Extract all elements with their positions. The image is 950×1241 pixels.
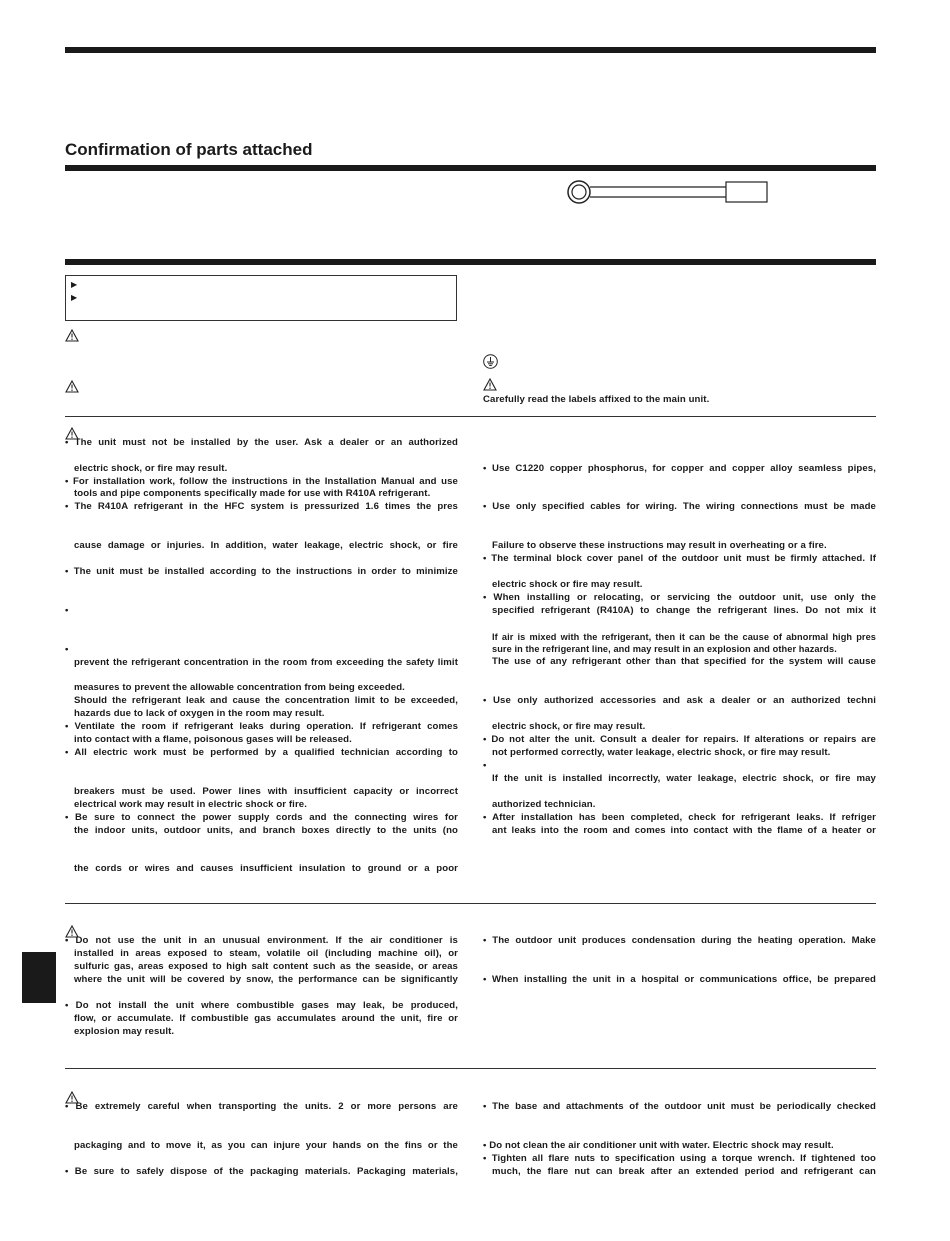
text-line: tools and pipe components specifically made for use with R410A refrigerant. <box>74 488 431 499</box>
warning-triangle-icon <box>65 329 79 342</box>
text-line: electric shock, or fire may result. <box>74 463 228 474</box>
text-line: flow, or accumulate. If combustible gas accumulates around the unit, fire or <box>74 1013 458 1024</box>
text-line: The use of any refrigerant other than that specified for the system will cause <box>492 656 876 667</box>
text-line: • Be extremely careful when transporting the units. 2 or more persons are <box>65 1101 458 1112</box>
text-line: • When installing the unit in a hospital or communications office, be prepared <box>483 974 876 985</box>
text-line: Failure to observe these instructions may result in overheating or a fire. <box>492 540 827 551</box>
text-line: specified refrigerant (R410A) to change the refrigerant lines. Do not mix it <box>492 605 876 616</box>
page-title: Confirmation of parts attached <box>65 140 313 159</box>
text-line: • The terminal block cover panel of the outdoor unit must be firmly attached. If <box>483 553 876 564</box>
triangle-pointer-icon: ▶ <box>71 280 78 289</box>
text-line: ant leaks into the room and comes into contact with the flame of a heater or <box>492 825 876 836</box>
text-line: • Do not alter the unit. Consult a dealer for repairs. If alterations or repairs are <box>483 734 876 745</box>
text-line: hazards due to lack of oxygen in the room may result. <box>74 708 325 719</box>
text-line: where the unit will be covered by snow, the performance can be significantly <box>74 974 458 985</box>
text-line: sulfuric gas, areas exposed to high salt content such as the seaside, or areas <box>74 961 458 972</box>
text-line: • Do not install the unit where combustible gases may leak, be produced, <box>65 1000 458 1011</box>
language-tab <box>22 952 56 1003</box>
text-line: into contact with a flame, poisonous gases will be released. <box>74 734 352 745</box>
text-line: authorized technician. <box>492 799 596 810</box>
text-line: • <box>65 644 69 655</box>
text-line: • Do not use the unit in an unusual environment. If the air conditioner is <box>65 935 458 946</box>
text-line: • When installing or relocating, or servicing the outdoor unit, use only the <box>483 592 876 603</box>
text-line: • The R410A refrigerant in the HFC system is pressurized 1.6 times the pres <box>65 501 458 512</box>
text-line: much, the flare nut can break after an extended period and refrigerant can <box>492 1166 876 1177</box>
text-line: electrical work may result in electric shock or fire. <box>74 799 307 810</box>
text-line: measures to prevent the allowable concentration from being exceeded. <box>74 682 405 693</box>
text-line: installed in areas exposed to steam, volatile oil (including machine oil), or <box>74 948 458 959</box>
text-line: • The unit must be installed according to the instructions in order to minimize <box>65 566 458 577</box>
warning-triangle-icon <box>483 378 497 391</box>
text-line: • <box>65 605 69 616</box>
ground-symbol-icon <box>483 354 498 369</box>
text-line: • Ventilate the room if refrigerant leaks during operation. If refrigerant comes <box>65 721 458 732</box>
text-line: packaging and to move it, as you can injure your hands on the fins or the <box>74 1140 458 1151</box>
text-line: the cords or wires and causes insufficient insulation to ground or a poor <box>74 863 458 874</box>
text-line: • Tighten all flare nuts to specification using a torque wrench. If tightened too <box>483 1153 876 1164</box>
notice-box <box>65 275 457 321</box>
section-divider <box>65 416 876 417</box>
section-divider <box>65 1068 876 1069</box>
heading-rule <box>65 165 876 171</box>
text-line: • Use only authorized accessories and ask a dealer or an authorized techni <box>483 695 876 706</box>
drain-socket-icon <box>566 179 770 205</box>
text-line: • The base and attachments of the outdoor unit must be periodically checked <box>483 1101 876 1112</box>
section-divider <box>65 903 876 904</box>
text-line: • The unit must not be installed by the user. Ask a dealer or an authorized <box>65 437 458 448</box>
text-line: explosion may result. <box>74 1026 175 1037</box>
text-line: breakers must be used. Power lines with insufficient capacity or incorrect <box>74 786 458 797</box>
text-line: If the unit is installed incorrectly, water leakage, electric shock, or fire may <box>492 773 876 784</box>
text-line: • Do not clean the air conditioner unit with water. Electric shock may result. <box>483 1140 834 1151</box>
text-line: • Use only specified cables for wiring. The wiring connections must be made <box>483 501 876 512</box>
triangle-pointer-icon: ▶ <box>71 293 78 302</box>
text-line: not performed correctly, water leakage, electric shock, or fire may result. <box>492 747 831 758</box>
labels-notice: Carefully read the labels affixed to the main unit. <box>483 394 710 405</box>
text-line: cause damage or injuries. In addition, water leakage, electric shock, or fire <box>74 540 458 551</box>
text-line: Should the refrigerant leak and cause the concentration limit to be exceeded, <box>74 695 458 706</box>
warning-triangle-icon <box>65 380 79 393</box>
top-rule <box>65 47 876 53</box>
text-line: electric shock, or fire may result. <box>492 721 646 732</box>
text-line: • All electric work must be performed by a qualified technician according to <box>65 747 458 758</box>
text-line: the indoor units, outdoor units, and branch boxes directly to the units (no <box>74 825 458 836</box>
text-line: • Be sure to safely dispose of the packaging materials. Packaging materials, <box>65 1166 458 1177</box>
text-line: • Use C1220 copper phosphorus, for copper and copper alloy seamless pipes, <box>483 463 876 474</box>
text-line: electric shock or fire may result. <box>492 579 643 590</box>
text-line: • Be sure to connect the power supply cords and the connecting wires for <box>65 812 458 823</box>
text-line: If air is mixed with the refrigerant, then it can be the cause of abnormal high pres <box>492 632 876 642</box>
text-line: • After installation has been completed, check for refrigerant leaks. If refriger <box>483 812 876 823</box>
text-line: • <box>483 760 487 771</box>
text-line: sure in the refrigerant line, and may result in an explosion and other hazards. <box>492 644 837 654</box>
text-line: prevent the refrigerant concentration in the room from exceeding the safety limit <box>74 657 458 668</box>
text-line: • For installation work, follow the instructions in the Installation Manual and use <box>65 476 458 487</box>
text-line: • The outdoor unit produces condensation during the heating operation. Make <box>483 935 876 946</box>
safety-rule <box>65 259 876 265</box>
